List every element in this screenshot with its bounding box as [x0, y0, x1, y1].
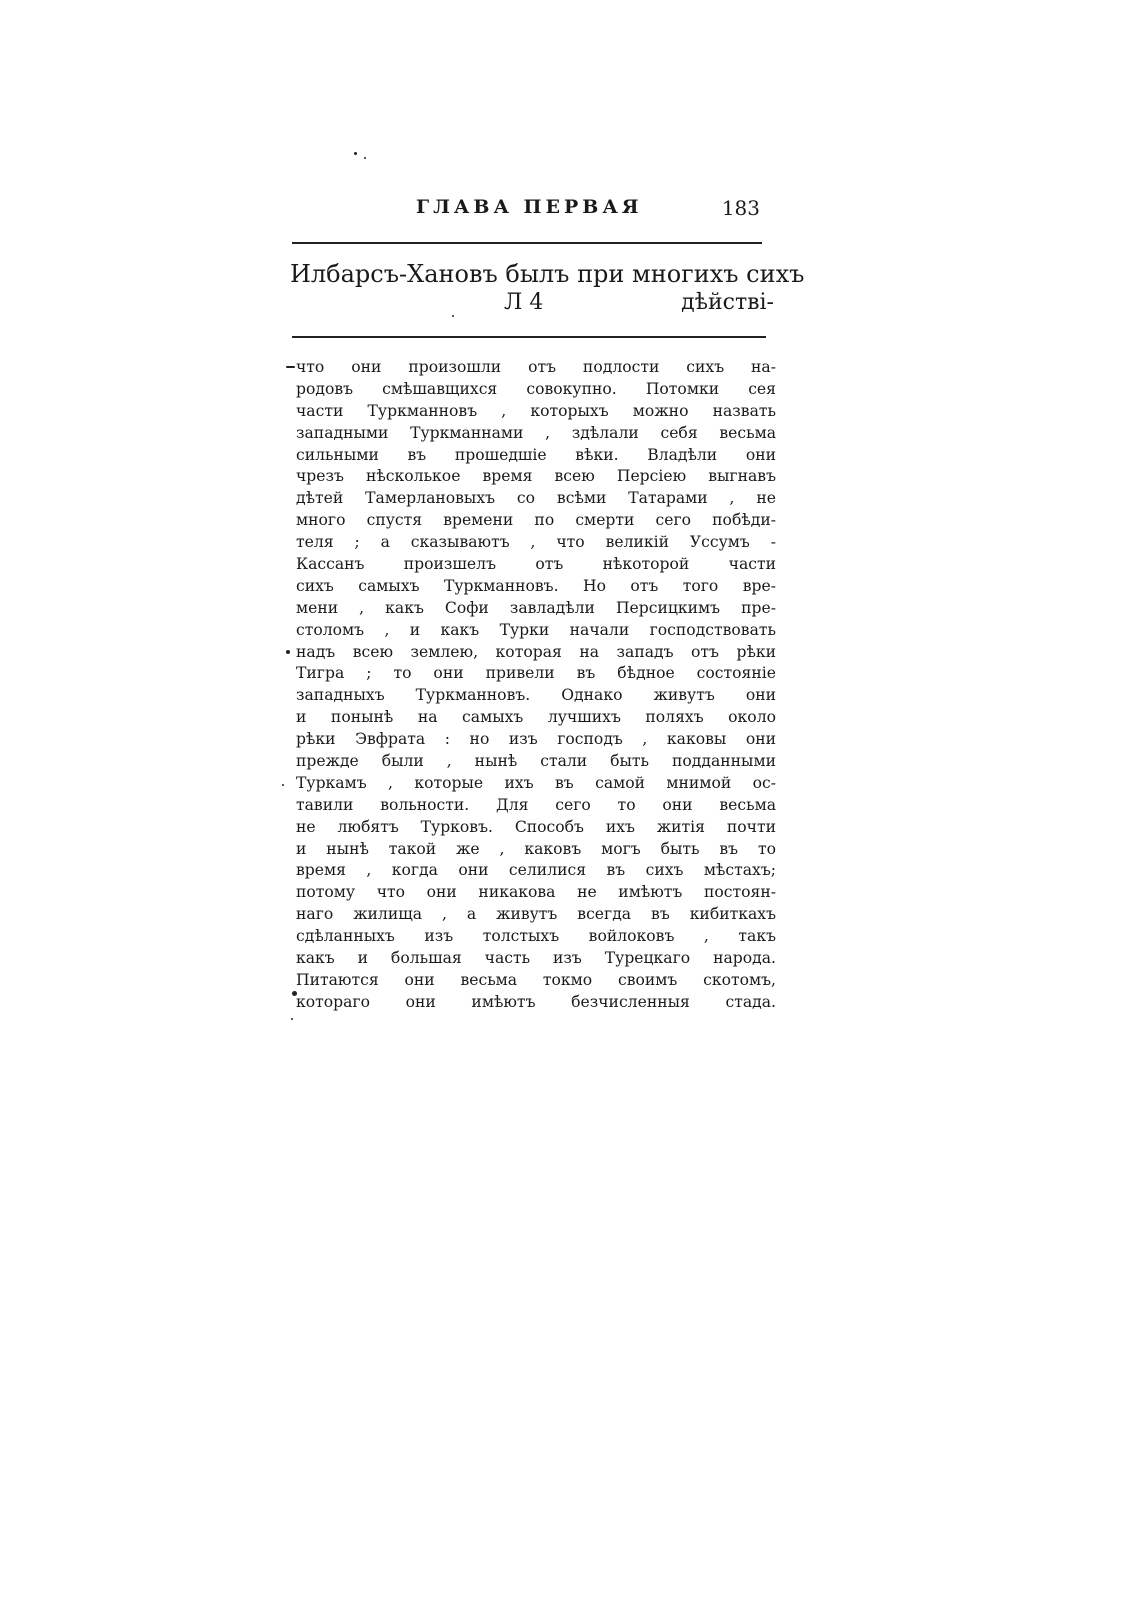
header-rule: [292, 242, 762, 244]
text-line: Питаются они весьма токмо своимъ скотомъ,: [296, 970, 776, 989]
text-line: сихъ самыхъ Туркманновъ. Но отъ того вре-: [296, 576, 776, 595]
ink-speck: [354, 152, 357, 155]
text-line: и понынѣ на самыхъ лучшихъ поляхъ около: [296, 708, 776, 727]
text-line: какъ и большая часть изъ Турецкаго народа.: [296, 949, 776, 968]
page-number: 183: [721, 196, 760, 220]
text-line: и нынѣ такой же , каковъ могъ быть въ то: [296, 839, 776, 858]
text-line: дѣтей Тамерлановыхъ со всѣми Татарами , не: [296, 489, 776, 508]
text-line: что они произошли отъ подлости сихъ на-: [296, 358, 776, 376]
text-line: прежде были , нынѣ стали быть подданными: [296, 752, 776, 771]
running-head: ГЛАВА ПЕРВАЯ: [416, 196, 643, 218]
page-header: [290, 196, 770, 226]
text-line: рѣки Эвфрата : но изъ господъ , каковы они: [296, 730, 776, 749]
text-line: Туркамъ , которые ихъ въ самой мнимой ос-: [296, 773, 776, 792]
text-line: мени , какъ Софи завладѣли Персицкимъ пре-: [296, 598, 776, 617]
ink-speck: [286, 366, 295, 368]
text-line: Тигра ; то они привели въ бѣдное состоянiе: [296, 664, 776, 683]
text-line: западными Туркманнами , здѣлали себя весьма: [296, 423, 776, 442]
text-line: много спустя времени по смерти сего побѣди-: [296, 511, 776, 530]
text-line: не любятъ Турковъ. Способъ ихъ житiя почти: [296, 817, 776, 836]
body-text: [296, 357, 776, 1014]
text-line: надъ всею землею, которая на западъ отъ рѣки: [296, 642, 776, 661]
signature-mark: Л 4: [504, 290, 544, 315]
text-line: тавили вольности. Для сего то они весьма: [296, 795, 776, 814]
text-line: сильными въ прошедшiе вѣки. Владѣли они: [296, 445, 776, 464]
text-line: чрезъ нѣсколькое время всею Персiею выгнавъ: [296, 467, 776, 486]
ink-speck: [364, 157, 366, 159]
text-line: столомъ , и какъ Турки начали господствовать: [296, 620, 776, 639]
text-line: сдѣланныхъ изъ толстыхъ войлоковъ , такъ: [296, 927, 776, 946]
text-line: теля ; а сказываютъ , что великiй Уссумъ -: [296, 533, 776, 552]
text-line: котораго они имѣютъ безчисленныя стада.: [296, 992, 776, 1011]
ink-speck: [286, 650, 290, 654]
signature-row: [290, 290, 780, 320]
ink-speck: [291, 1018, 293, 1020]
ink-speck: [282, 784, 284, 786]
text-line: западныхъ Туркманновъ. Однако живутъ они: [296, 686, 776, 705]
previous-page-catch-line: Илбарсъ-Хановъ былъ при многихъ сихъ: [290, 260, 805, 288]
text-line: наго жилища , а живутъ всегда въ кибиткахъ: [296, 905, 776, 924]
text-line: потому что они никакова не имѣютъ постоян-: [296, 883, 776, 902]
text-line: Кассанъ произшелъ отъ нѣкоторой части: [296, 555, 776, 574]
text-line: время , когда они селилися въ сихъ мѣстахъ;: [296, 861, 776, 880]
text-line: части Туркманновъ , которыхъ можно назвать: [296, 401, 776, 420]
text-line: родовъ смѣшавщихся совокупно. Потомки сея: [296, 379, 776, 398]
catchword: дѣйствi-: [681, 290, 774, 315]
section-rule: [292, 336, 766, 338]
